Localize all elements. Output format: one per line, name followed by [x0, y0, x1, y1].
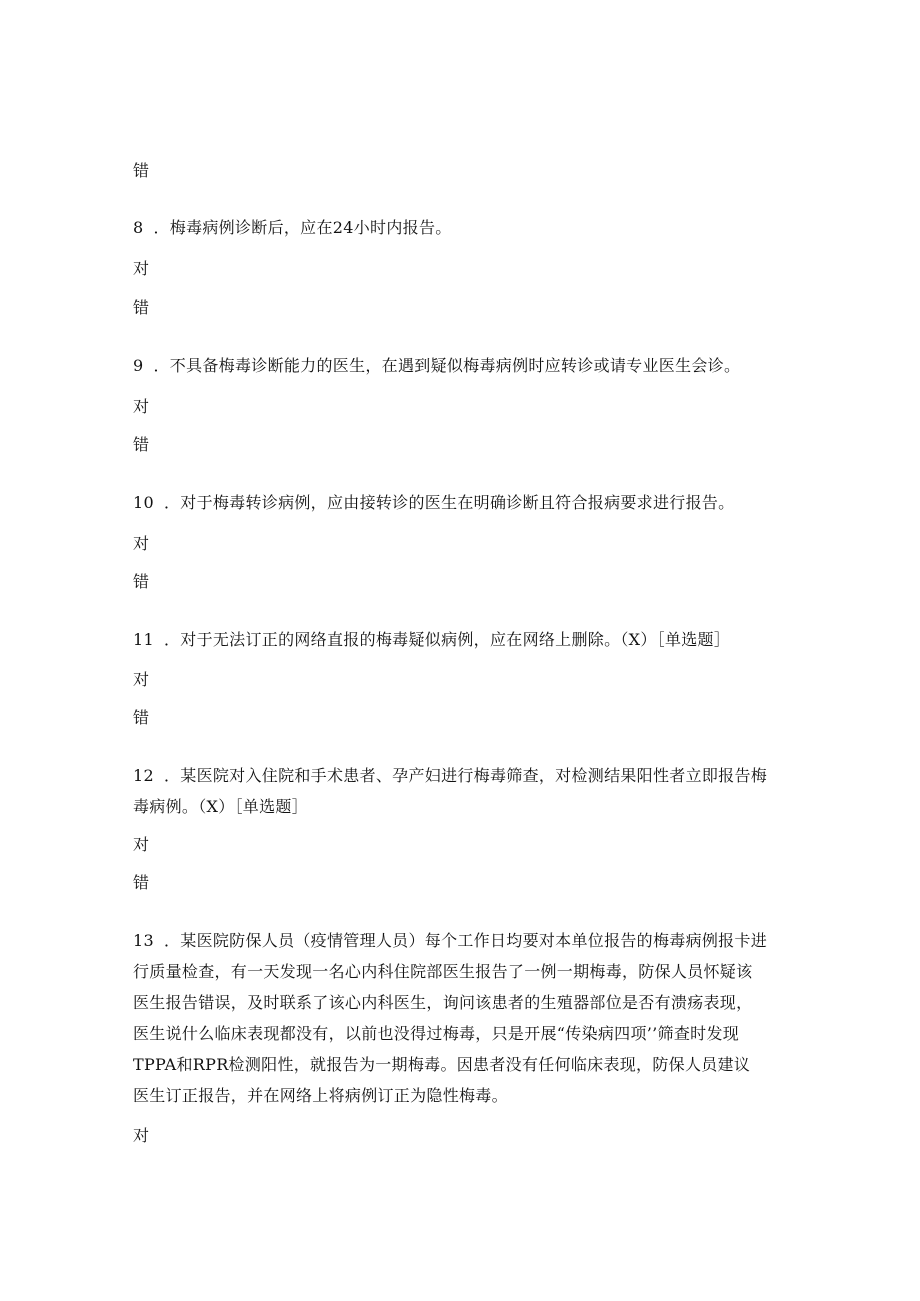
top-option-wrong[interactable]: 错: [133, 161, 150, 180]
question-11-option-right[interactable]: 对: [133, 670, 150, 689]
question-8-text: [133, 217, 793, 239]
question-number: 12: [133, 766, 154, 785]
question-13-text-line-2: 行质量检查，有一天发现一名心内科住院部医生报告了一例一期梅毒，防保人员怀疑该: [133, 962, 753, 981]
question-line: ．梅毒病例诊断后，应在24小时内报告。: [153, 218, 452, 237]
question-9-option-right[interactable]: 对: [133, 397, 150, 416]
question-13-text-line-5: TPPA和RPR检测阳性，就报告为一期梅毒。因患者没有任何临床表现，防保人员建议: [133, 1055, 751, 1074]
question-10-option-right[interactable]: 对: [133, 534, 150, 553]
question-12-option-wrong[interactable]: 错: [133, 873, 150, 892]
question-13-text-line-3: 医生报告错误，及时联系了该心内科医生，询问该患者的生殖器部位是否有溃疡表现，: [133, 993, 753, 1012]
question-line: ．对于无法订正的网络直报的梅毒疑似病例，应在网络上删除。（X）［单选题］: [163, 630, 731, 649]
question-number: 8: [133, 218, 144, 237]
question-number: 9: [133, 356, 144, 375]
question-line: ．不具备梅毒诊断能力的医生，在遇到疑似梅毒病例时应转诊或请专业医生会诊。: [153, 356, 741, 375]
question-line: ．对于梅毒转诊病例，应由接转诊的医生在明确诊断且符合报病要求进行报告。: [163, 493, 735, 512]
question-9-option-wrong[interactable]: 错: [133, 435, 150, 454]
question-13-text: [133, 930, 793, 952]
question-8-option-wrong[interactable]: 错: [133, 298, 150, 317]
question-13-text-line-4: 医生说什么临床表现都没有，以前也没得过梅毒，只是开展“传染病四项’’筛查时发现: [133, 1024, 740, 1043]
question-line: ．某医院防保人员（疫情管理人员）每个工作日均要对本单位报告的梅毒病例报卡进: [163, 931, 768, 950]
question-8-option-right[interactable]: 对: [133, 259, 150, 278]
question-13-text-line-6: 医生订正报告，并在网络上将病例订正为隐性梅毒。: [133, 1086, 508, 1105]
question-12-option-right[interactable]: 对: [133, 835, 150, 854]
question-12-text: [133, 765, 793, 787]
question-11-option-wrong[interactable]: 错: [133, 708, 150, 727]
question-13-option-right[interactable]: 对: [133, 1126, 150, 1145]
question-number: 11: [133, 630, 154, 649]
question-10-option-wrong[interactable]: 错: [133, 572, 150, 591]
question-line: ．某医院对入住院和手术患者、孕产妇进行梅毒筛查，对检测结果阳性者立即报告梅: [163, 766, 768, 785]
question-9-text: [133, 355, 793, 377]
question-12-text-line-2: 毒病例。（X）［单选题］: [133, 797, 308, 816]
question-11-text: [133, 629, 793, 651]
question-number: 10: [133, 493, 154, 512]
question-10-text: [133, 492, 793, 514]
question-number: 13: [133, 931, 154, 950]
